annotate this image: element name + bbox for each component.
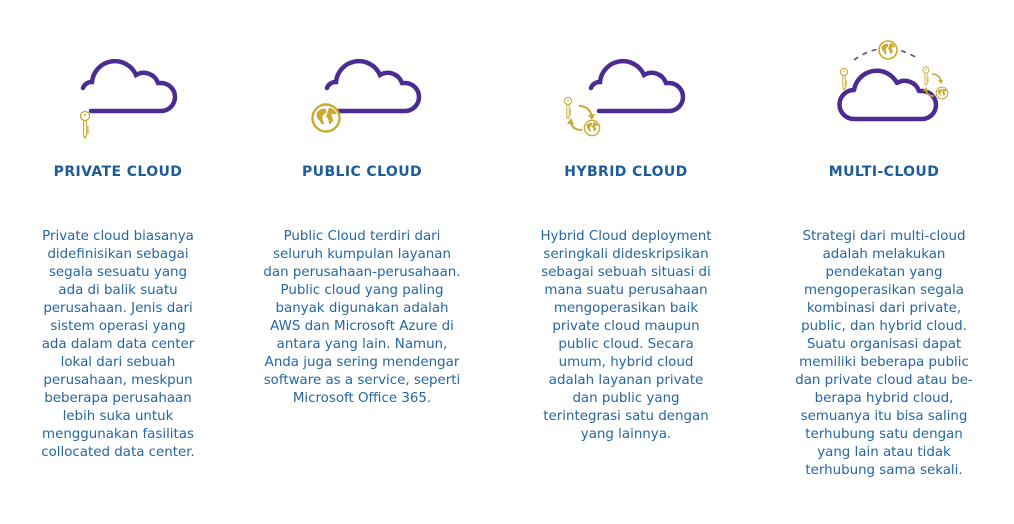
description-line: dan public yang bbox=[572, 391, 680, 406]
description-hybrid-cloud bbox=[501, 228, 751, 444]
description-line: antara yang lain. Namun, bbox=[276, 337, 448, 352]
description-line: yang lain atau tidak bbox=[817, 445, 951, 460]
description-private-cloud bbox=[0, 228, 243, 462]
description-line: Microsoft Office 365. bbox=[292, 391, 432, 406]
description-line: AWS dan Microsoft Azure di bbox=[270, 319, 454, 334]
description-line: Private cloud biasanya bbox=[42, 229, 194, 244]
title-multi-cloud: MULTI-CLOUD bbox=[828, 164, 940, 180]
description-line: ada di balik suatu bbox=[58, 283, 178, 298]
description-line: Public cloud yang paling bbox=[280, 283, 444, 298]
description-line: public, dan hybrid cloud. bbox=[801, 319, 967, 334]
description-line: adalah layanan private bbox=[548, 373, 704, 388]
description-line: semuanya itu bisa saling bbox=[800, 409, 968, 424]
description-line: Public Cloud terdiri dari bbox=[283, 229, 441, 244]
column-public-cloud bbox=[237, 0, 487, 524]
description-line: segala sesuatu yang bbox=[48, 265, 188, 280]
description-line: didefinisikan sebagai bbox=[47, 247, 189, 262]
description-line: mana suatu perusahaan bbox=[544, 283, 708, 298]
description-line: terintegrasi satu dengan bbox=[543, 409, 709, 424]
title-hybrid-cloud: HYBRID CLOUD bbox=[564, 164, 688, 180]
description-public-cloud bbox=[237, 228, 487, 408]
description-line: ada dalam data center bbox=[41, 337, 195, 352]
description-line: software as a service, seperti bbox=[263, 373, 461, 388]
cloud-with-key-globe-exchange-icon bbox=[546, 30, 706, 140]
description-line: kombinasi dari private, bbox=[806, 301, 962, 316]
cloud-with-key-icon bbox=[38, 30, 198, 140]
description-line: memiliki beberapa public bbox=[799, 355, 969, 370]
description-line: yang lainnya. bbox=[580, 427, 672, 442]
description-line: dan private cloud atau be- bbox=[795, 373, 973, 388]
description-line: terhubung sama sekali. bbox=[805, 463, 963, 478]
description-line: adalah melakukan bbox=[822, 247, 946, 262]
description-line: private cloud maupun bbox=[552, 319, 700, 334]
description-line: menggunakan fasilitas bbox=[42, 427, 194, 442]
description-line: seluruh kumpulan layanan bbox=[273, 247, 451, 262]
description-line: public cloud. Secara bbox=[558, 337, 694, 352]
description-line: banyak digunakan adalah bbox=[275, 301, 449, 316]
description-line: sebagai sebuah situasi di bbox=[541, 265, 711, 280]
title-private-cloud: PRIVATE CLOUD bbox=[53, 164, 183, 180]
description-line: perusahaan, meskpun bbox=[43, 373, 193, 388]
column-hybrid-cloud bbox=[501, 0, 751, 524]
description-line: collocated data center. bbox=[41, 445, 195, 460]
cloud-with-globe-icon bbox=[282, 30, 442, 140]
description-line: terhubung satu dengan bbox=[805, 427, 963, 442]
description-line: Anda juga sering mendengar bbox=[264, 355, 460, 370]
title-public-cloud: PUBLIC CLOUD bbox=[302, 164, 422, 180]
description-line: Strategi dari multi-cloud bbox=[802, 229, 966, 244]
description-line: mengoperasikan segala bbox=[804, 283, 964, 298]
description-line: seringkali dideskripsikan bbox=[543, 247, 709, 262]
column-multi-cloud bbox=[759, 0, 1009, 524]
description-line: umum, hybrid cloud bbox=[558, 355, 694, 370]
description-line: sistem operasi yang bbox=[50, 319, 186, 334]
multi-cloud-icon bbox=[804, 30, 964, 140]
description-line: pendekatan yang bbox=[825, 265, 943, 280]
description-line: dan perusahaan-perusahaan. bbox=[263, 265, 461, 280]
column-private-cloud bbox=[0, 0, 243, 524]
description-multi-cloud bbox=[759, 228, 1009, 480]
description-line: beberapa perusahaan bbox=[44, 391, 192, 406]
description-line: lebih suka untuk bbox=[62, 409, 174, 424]
description-line: perusahaan. Jenis dari bbox=[43, 301, 193, 316]
description-line: lokal dari sebuah bbox=[60, 355, 176, 370]
description-line: mengoperasikan baik bbox=[553, 301, 699, 316]
description-line: berapa hybrid cloud, bbox=[814, 391, 954, 406]
description-line: Hybrid Cloud deployment bbox=[540, 229, 712, 244]
description-line: Suatu organisasi dapat bbox=[806, 337, 962, 352]
